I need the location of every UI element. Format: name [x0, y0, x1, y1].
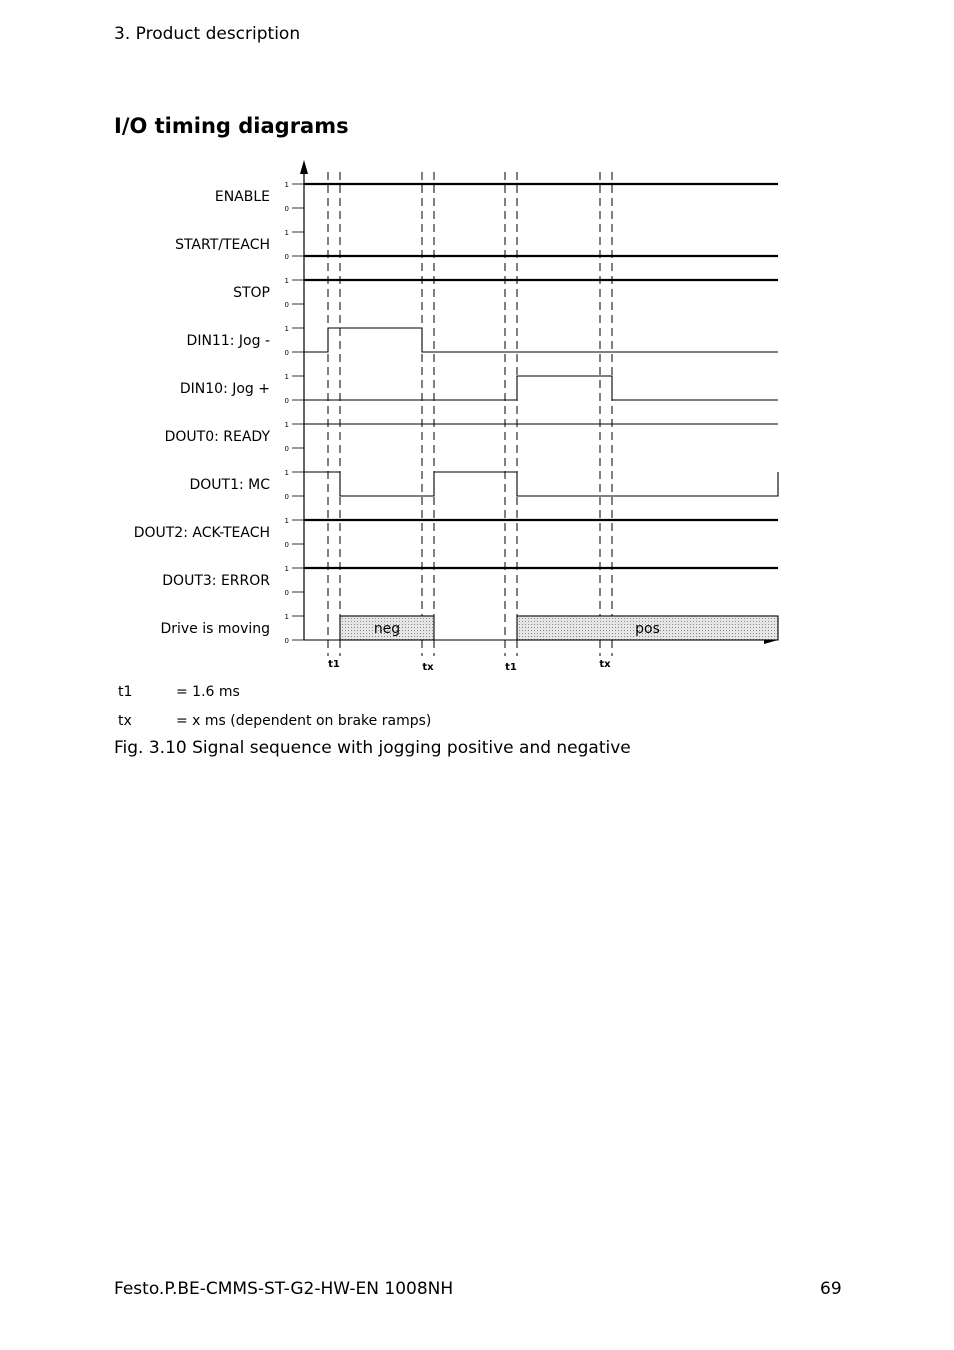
signal-label: DOUT0: READY — [164, 429, 270, 445]
level-high-label: 1 — [284, 565, 289, 573]
motion-segment-label: neg — [373, 621, 401, 637]
signal-label: DOUT1: MC — [189, 477, 270, 493]
signal-label: STOP — [233, 285, 270, 301]
event-marker-label: t1 — [505, 662, 517, 673]
level-low-label: 0 — [284, 541, 289, 549]
level-high-label: 1 — [284, 469, 289, 477]
level-high-label: 1 — [284, 325, 289, 333]
level-low-label: 0 — [284, 637, 289, 645]
legend-row — [118, 684, 518, 704]
level-low-label: 0 — [284, 349, 289, 357]
legend-symbol: t1 — [118, 684, 133, 700]
level-low-label: 0 — [284, 301, 289, 309]
motion-segment-label: pos — [635, 621, 660, 637]
level-low-label: 0 — [284, 253, 289, 261]
axis-arrow-up — [300, 160, 308, 174]
legend-definition: = x ms (dependent on brake ramps) — [176, 713, 432, 729]
level-high-label: 1 — [284, 229, 289, 237]
event-marker-label: tx — [599, 659, 611, 670]
section-title: I/O timing diagrams — [114, 114, 349, 138]
event-marker-label: t1 — [328, 659, 340, 670]
signal-waveform — [304, 328, 778, 352]
level-high-label: 1 — [284, 421, 289, 429]
legend-symbol: tx — [118, 713, 132, 729]
event-marker-label: tx — [422, 662, 434, 673]
level-low-label: 0 — [284, 493, 289, 501]
signal-label: DOUT3: ERROR — [162, 573, 270, 589]
level-high-label: 1 — [284, 277, 289, 285]
level-low-label: 0 — [284, 589, 289, 597]
level-high-label: 1 — [284, 373, 289, 381]
level-high-label: 1 — [284, 517, 289, 525]
level-low-label: 0 — [284, 397, 289, 405]
document-id: Festo.P.BE-CMMS-ST-G2-HW-EN 1008NH — [114, 1279, 454, 1299]
signal-waveform — [304, 376, 778, 400]
page-number: 69 — [820, 1279, 842, 1299]
signal-label: ENABLE — [214, 189, 270, 205]
legend-row — [118, 713, 518, 733]
signal-waveform — [304, 472, 778, 496]
legend — [118, 684, 518, 734]
level-high-label: 1 — [284, 613, 289, 621]
level-low-label: 0 — [284, 205, 289, 213]
chapter-header: 3. Product description — [114, 24, 301, 44]
legend-definition: = 1.6 ms — [176, 684, 240, 700]
signal-label: START/TEACH — [175, 237, 270, 253]
level-low-label: 0 — [284, 445, 289, 453]
signal-label: DIN10: Jog + — [179, 381, 270, 397]
figure-caption: Fig. 3.10 Signal sequence with jogging positive and negative — [114, 738, 631, 758]
signal-label: DOUT2: ACK-TEACH — [133, 525, 270, 541]
level-high-label: 1 — [284, 181, 289, 189]
signal-label: DIN11: Jog - — [186, 333, 270, 349]
signal-label: Drive is moving — [160, 621, 270, 637]
